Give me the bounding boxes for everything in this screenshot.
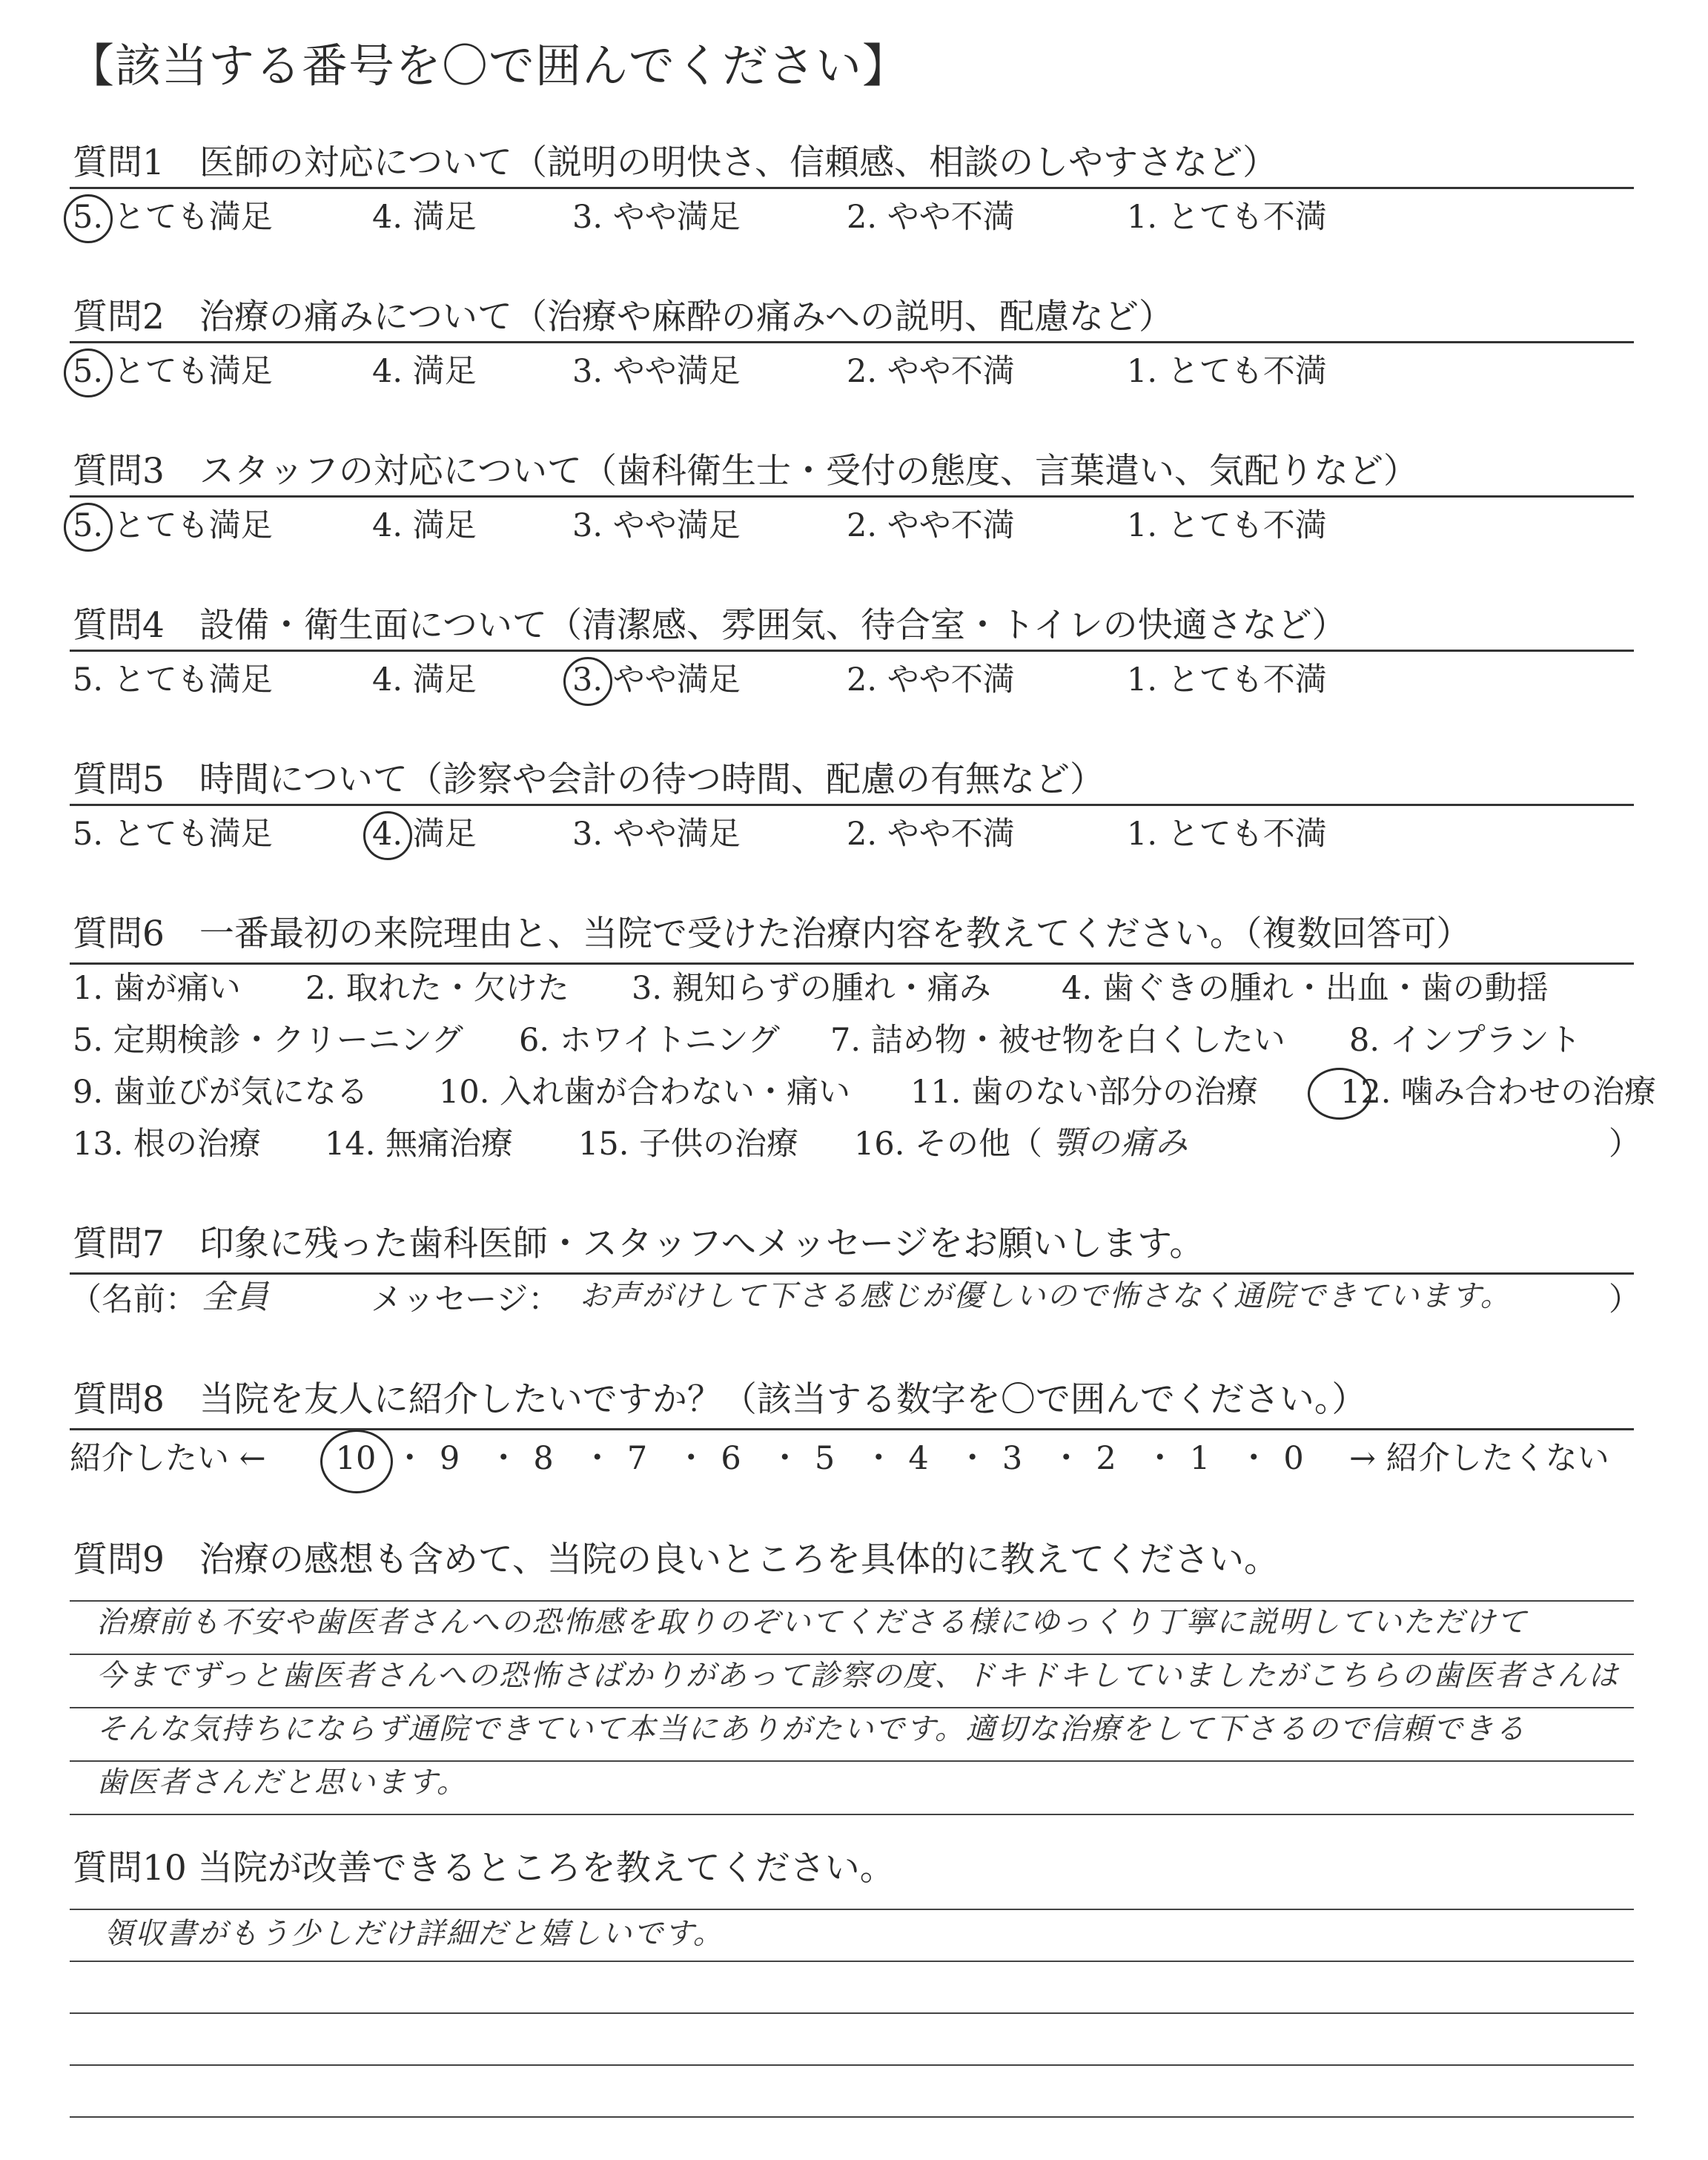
q10-answer-rule	[70, 2116, 1634, 2118]
q7-name-value: 全員	[202, 1278, 270, 1316]
q8-scale-1[interactable]: 1	[1189, 1440, 1211, 1477]
q6-option-6[interactable]: 6. ホワイトニング	[519, 1022, 780, 1059]
q2-option-2[interactable]: 2. やや不満	[847, 353, 1015, 390]
q10-answer-line: 領収書がもう少しだけ詳細だと嬉しいです。	[104, 1917, 724, 1951]
q8-scale-separator: ・	[675, 1440, 707, 1477]
q8-right-label: → 紹介したくない	[1349, 1440, 1609, 1477]
q8-scale-2[interactable]: 2	[1096, 1440, 1116, 1477]
q5-option-3[interactable]: 3. やや満足	[572, 816, 741, 853]
q9-answer-rule	[70, 1814, 1634, 1815]
q6-option-15[interactable]: 15. 子供の治療	[578, 1126, 799, 1163]
q2-option-5[interactable]: 5. とても満足	[73, 353, 273, 390]
q8-scale-3[interactable]: 3	[1002, 1440, 1023, 1477]
q8-selected-circle	[320, 1430, 393, 1493]
q5-title: 質問5 時間について（診察や会計の待つ時間、配慮の有無など）	[73, 759, 1105, 800]
q8-scale-6[interactable]: 6	[721, 1440, 741, 1477]
q6-rule	[70, 962, 1634, 965]
q6-option-5[interactable]: 5. 定期検診・クリーニング	[73, 1022, 463, 1059]
q1-selected-circle	[64, 194, 113, 243]
q8-scale-separator: ・	[581, 1440, 614, 1477]
q8-scale-10[interactable]: 10	[335, 1440, 377, 1477]
q6-option-4[interactable]: 4. 歯ぐきの腫れ・出血・歯の動揺	[1062, 970, 1549, 1007]
q9-answer-line: 歯医者さんだと思います。	[96, 1766, 468, 1800]
q6-option-3[interactable]: 3. 親知らずの腫れ・痛み	[632, 970, 991, 1007]
q7-title: 質問7 印象に残った歯科医師・スタッフへメッセージをお願いします。	[73, 1223, 1205, 1264]
q9-title: 質問9 治療の感想も含めて、当院の良いところを具体的に教えてください。	[73, 1539, 1279, 1580]
q1-title: 質問1 医師の対応について（説明の明快さ、信頼感、相談のしやすさなど）	[73, 142, 1278, 183]
q4-option-3[interactable]: 3. やや満足	[572, 661, 741, 698]
q1-option-2[interactable]: 2. やや不満	[847, 199, 1015, 236]
q8-scale-separator: ・	[956, 1440, 989, 1477]
q6-title: 質問6 一番最初の来院理由と、当院で受けた治療内容を教えてください。（複数回答可）	[73, 914, 1472, 954]
q3-option-3[interactable]: 3. やや満足	[572, 507, 741, 544]
q5-option-2[interactable]: 2. やや不満	[847, 816, 1015, 853]
q6-option-16[interactable]: 16. その他（	[854, 1126, 1043, 1163]
q8-scale-separator: ・	[487, 1440, 520, 1477]
q6-option-12[interactable]: 12. 噛み合わせの治療	[1340, 1074, 1657, 1111]
q10-answer-rule	[70, 1909, 1634, 1910]
q10-answer-rule	[70, 2012, 1634, 2014]
q1-option-5[interactable]: 5. とても満足	[73, 199, 273, 236]
q6-other-text: 顎の痛み	[1053, 1124, 1189, 1162]
q1-option-1[interactable]: 1. とても不満	[1127, 199, 1327, 236]
q5-option-1[interactable]: 1. とても不満	[1127, 816, 1327, 853]
q2-option-3[interactable]: 3. やや満足	[572, 353, 741, 390]
q8-scale-0[interactable]: 0	[1283, 1440, 1304, 1477]
q5-option-4[interactable]: 4. 満足	[372, 816, 477, 853]
q6-option-9[interactable]: 9. 歯並びが気になる	[73, 1074, 368, 1111]
q9-answer-rule	[70, 1760, 1634, 1762]
q1-option-3[interactable]: 3. やや満足	[572, 199, 741, 236]
q1-option-4[interactable]: 4. 満足	[372, 199, 477, 236]
form-header: 【該当する番号を〇で囲んでください】	[68, 39, 910, 93]
q6-option-14[interactable]: 14. 無痛治療	[325, 1126, 514, 1163]
q6-option-2[interactable]: 2. 取れた・欠けた	[305, 970, 569, 1007]
q8-scale-separator: ・	[862, 1440, 895, 1477]
q4-option-4[interactable]: 4. 満足	[372, 661, 477, 698]
q7-rule	[70, 1272, 1634, 1275]
q7-message-value: お声がけして下さる感じが優しいので怖さなく通院できています。	[580, 1279, 1512, 1313]
q4-option-2[interactable]: 2. やや不満	[847, 661, 1015, 698]
q2-option-4[interactable]: 4. 満足	[372, 353, 477, 390]
q5-selected-circle	[363, 811, 412, 860]
q9-answer-rule	[70, 1600, 1634, 1602]
q10-answer-rule	[70, 1961, 1634, 1962]
q7-close: ）	[1609, 1281, 1641, 1318]
q9-answer-rule	[70, 1707, 1634, 1708]
q3-rule	[70, 495, 1634, 498]
q8-title: 質問8 当院を友人に紹介したいですか？（該当する数字を〇で囲んでください。）	[73, 1379, 1367, 1420]
q4-title: 質問4 設備・衛生面について（清潔感、雰囲気、待合室・トイレの快適さなど）	[73, 605, 1347, 646]
q4-option-1[interactable]: 1. とても不満	[1127, 661, 1327, 698]
q7-message-label: メッセージ：	[371, 1281, 560, 1318]
q1-rule	[70, 187, 1634, 189]
q8-scale-separator: ・	[1050, 1440, 1082, 1477]
q5-option-5[interactable]: 5. とても満足	[73, 816, 273, 853]
q8-scale-separator: ・	[1144, 1440, 1176, 1477]
q2-title: 質問2 治療の痛みについて（治療や麻酔の痛みへの説明、配慮など）	[73, 297, 1174, 337]
q6-option-1[interactable]: 1. 歯が痛い	[73, 970, 241, 1007]
q2-rule	[70, 341, 1634, 343]
q3-option-5[interactable]: 5. とても満足	[73, 507, 273, 544]
q10-answer-rule	[70, 2064, 1634, 2066]
q2-selected-circle	[64, 349, 113, 397]
q3-option-1[interactable]: 1. とても不満	[1127, 507, 1327, 544]
q3-option-2[interactable]: 2. やや不満	[847, 507, 1015, 544]
q8-scale-5[interactable]: 5	[814, 1440, 835, 1477]
q3-option-4[interactable]: 4. 満足	[372, 507, 477, 544]
q9-answer-line: 今までずっと歯医者さんへの恐怖さばかりがあって診察の度、ドキドキしていましたがこちらの歯医者さんは	[96, 1659, 1620, 1693]
q2-option-1[interactable]: 1. とても不満	[1127, 353, 1327, 390]
q6-option-7[interactable]: 7. 詰め物・被せ物を白くしたい	[830, 1022, 1285, 1059]
q4-option-5[interactable]: 5. とても満足	[73, 661, 273, 698]
q9-answer-rule	[70, 1654, 1634, 1655]
q3-selected-circle	[64, 503, 113, 552]
q6-option-11[interactable]: 11. 歯のない部分の治療	[910, 1074, 1259, 1111]
q4-selected-circle	[563, 657, 612, 706]
q4-rule	[70, 650, 1634, 652]
q8-scale-7[interactable]: 7	[626, 1440, 648, 1477]
q6-selected-circle	[1308, 1068, 1371, 1120]
q5-rule	[70, 804, 1634, 806]
q8-left-label: 紹介したい ←	[70, 1440, 266, 1477]
q8-rule	[70, 1428, 1634, 1430]
q3-title: 質問3 スタッフの対応について（歯科衛生士・受付の態度、言葉遣い、気配りなど）	[73, 451, 1418, 492]
q8-scale-9[interactable]: 9	[439, 1440, 460, 1477]
q6-option-10[interactable]: 10. 入れ歯が合わない・痛い	[439, 1074, 851, 1111]
q9-answer-line: 治療前も不安や歯医者さんへの恐怖感を取りのぞいてくださる様にゆっくり丁寧に説明していただけて	[96, 1605, 1528, 1639]
q6-option-13[interactable]: 13. 根の治療	[73, 1126, 262, 1163]
q8-scale-8[interactable]: 8	[533, 1440, 554, 1477]
q6-other-close: ）	[1609, 1126, 1641, 1163]
q8-scale-separator: ・	[394, 1440, 426, 1477]
q6-option-8[interactable]: 8. インプラント	[1349, 1022, 1581, 1059]
q8-scale-separator: ・	[1237, 1440, 1270, 1477]
q9-answer-line: そんな気持ちにならず通院できていて本当にありがたいです。適切な治療をして下さるので信頼できる	[96, 1712, 1526, 1746]
q8-scale-4[interactable]: 4	[908, 1440, 929, 1477]
q10-title: 質問10 当院が改善できるところを教えてください。	[73, 1848, 895, 1889]
q7-name-label: （名前：	[70, 1281, 197, 1318]
q8-scale-separator: ・	[769, 1440, 801, 1477]
